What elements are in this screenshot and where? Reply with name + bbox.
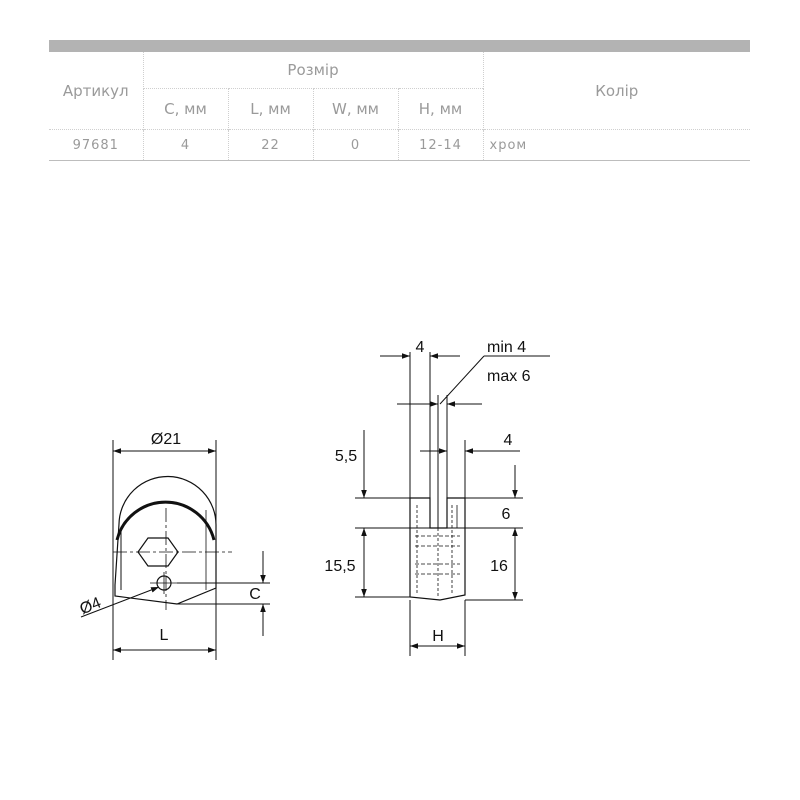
article-header: Артикул [49,52,143,130]
column-header-c: C, мм [143,89,228,130]
cell-w: 0 [313,130,398,161]
column-header-w: W, мм [313,89,398,130]
front-body-top-arc [117,502,214,540]
cell-color: хром [483,130,750,161]
cell-article: 97681 [49,130,143,161]
h-dimension-label: H [432,628,444,645]
c-dimension-label: C [249,586,261,603]
cell-h: 12-14 [398,130,483,161]
left-top-label: 5,5 [334,448,358,465]
right-width-label: 4 [503,432,513,449]
front-body-outline [115,476,216,604]
column-header-l: L, мм [228,89,313,130]
max-label: max 6 [487,368,531,385]
diameter-label: Ø21 [150,431,182,448]
top-width-label: 4 [415,339,425,356]
size-header: Розмір [287,61,339,79]
min-max-leader [440,356,484,404]
column-header-h: H, мм [398,89,483,130]
right-top-label: 6 [501,506,511,523]
cell-l: 22 [228,130,313,161]
front-view [81,440,270,660]
right-main-label: 16 [490,558,508,575]
side-view [355,352,550,656]
left-main-label: 15,5 [324,558,356,575]
hole-diameter-label: Ø4 [77,594,104,619]
color-header: Колір [483,52,750,130]
min-label: min 4 [487,339,527,356]
cell-c: 4 [143,130,228,161]
l-dimension-label: L [159,627,169,644]
